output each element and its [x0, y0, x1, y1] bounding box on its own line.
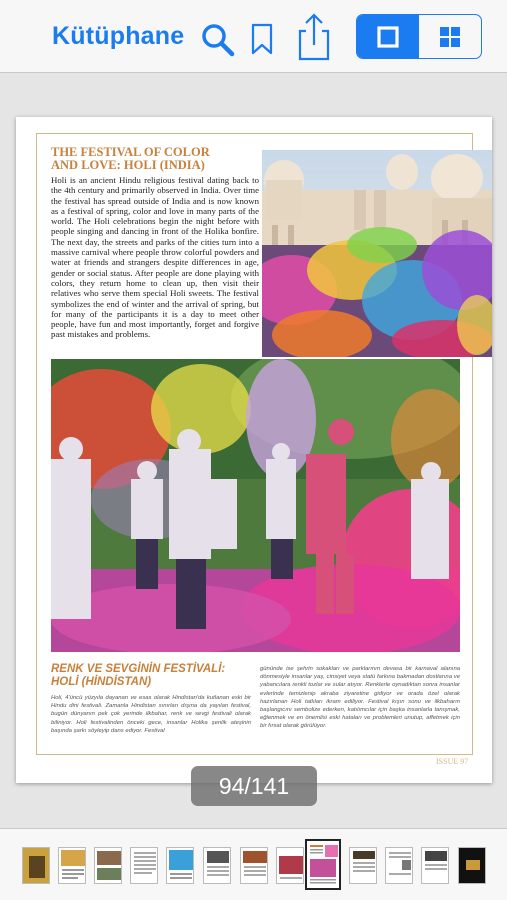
page-thumbnail[interactable] [58, 847, 86, 884]
article-title-turkish: RENK VE SEVGİNİN FESTİVALİ: HOLİ (HİNDİSTAN) [51, 663, 226, 688]
page-thumbnail[interactable] [349, 847, 377, 884]
page-thumbnail[interactable] [203, 847, 231, 884]
page-thumbnail[interactable] [22, 847, 50, 884]
article-body-turkish-right: gününde ise şehrin sokakları ve parklarının devasa bir karnaval alanına dönmesiyle insanlar yaş, cinsiyet veya statü farkına bakmadan dostlarına ve yabancılara renkli tozlar ve sular atıyor. Renklerle oynadıktan sonra insanlar evlerinde temizlenip akraba ziyaretine gidiyor ve orada özel olarak hazırlanan Holi tatlıları ikram ediliyor. Festival kışın sonu ve ilkbaharın başlangıcını sembolize ederken, katılımcılar için başka insanlarla tanışmak, eğlenmek ve en önemlisi eski hataları ve problemleri unutup, affetmek için bir fırsat olarak görülüyor. [260, 666, 460, 730]
single-page-icon [376, 25, 400, 49]
thumbnail-strip [0, 828, 507, 900]
search-icon[interactable] [200, 22, 236, 63]
page-thumbnail[interactable] [166, 847, 194, 884]
article-body-english: Holi is an ancient Hindu religious festival dating back to the 4th century and primarily observed in India. Over time the festival has spread outside of India and is now known as a festival of spring, color and love in many parts of the world. The Holi celebrations begin the night before with people singing and dancing in front of the Holika bonfire. The next day, the streets and parks of the cities turn into a massive carnival where people throw colorful powders and water at friends and strangers despite differences in age, gender or social status. After people are done playing with colors, they return home to clean up, then visit their relatives who serve them special Holi sweets. The festival symbolizes the end of winter and the arrival of spring, but for many of the participants it is a day to meet other people, have fun and most importantly, forget and forgive past mistakes and problems. [51, 175, 259, 340]
grid-icon [438, 25, 462, 49]
view-mode-toggle [356, 14, 482, 59]
page-thumbnail[interactable] [421, 847, 449, 884]
library-back-button[interactable]: Kütüphane [52, 22, 185, 50]
grid-view-button[interactable] [419, 15, 481, 58]
page-thumbnail[interactable] [240, 847, 268, 884]
page-thumbnail[interactable] [276, 847, 304, 884]
page-thumbnail[interactable] [458, 847, 486, 884]
page-counter: 94/141 [191, 766, 317, 806]
page-thumbnail[interactable] [94, 847, 122, 884]
share-icon[interactable] [296, 12, 332, 67]
article-body-turkish-left: Holi, 4'üncü yüzyıla dayanan ve esas olarak Hindistan'da kutlanan eski bir Hindu dini festivali. Zamanla Hindistan sınırları dışına da yayılan festival, bugün dünyanın pek çok yerinde ilkbahar, renk ve sevgi festivali olarak biliniyor. Holi festivalinden önceki gece, insanlar Holika şenlik ateşinin başında şarkı söyleyip dans ediyor. Festival [51, 695, 251, 734]
page-thumbnail[interactable] [385, 847, 413, 884]
temple-festival-photo [262, 150, 492, 357]
magazine-page[interactable] [16, 117, 492, 783]
article-title-english: THE FESTIVAL OF COLOR AND LOVE: HOLI (INDIA) [51, 145, 210, 172]
issue-label: ISSUE 97 [436, 757, 469, 766]
top-toolbar [0, 0, 507, 73]
single-page-view-button[interactable] [357, 15, 419, 58]
bookmark-icon[interactable] [251, 23, 273, 60]
page-thumbnail[interactable] [130, 847, 158, 884]
page-thumbnail-current[interactable] [305, 839, 341, 890]
holi-dancers-photo [51, 359, 460, 652]
